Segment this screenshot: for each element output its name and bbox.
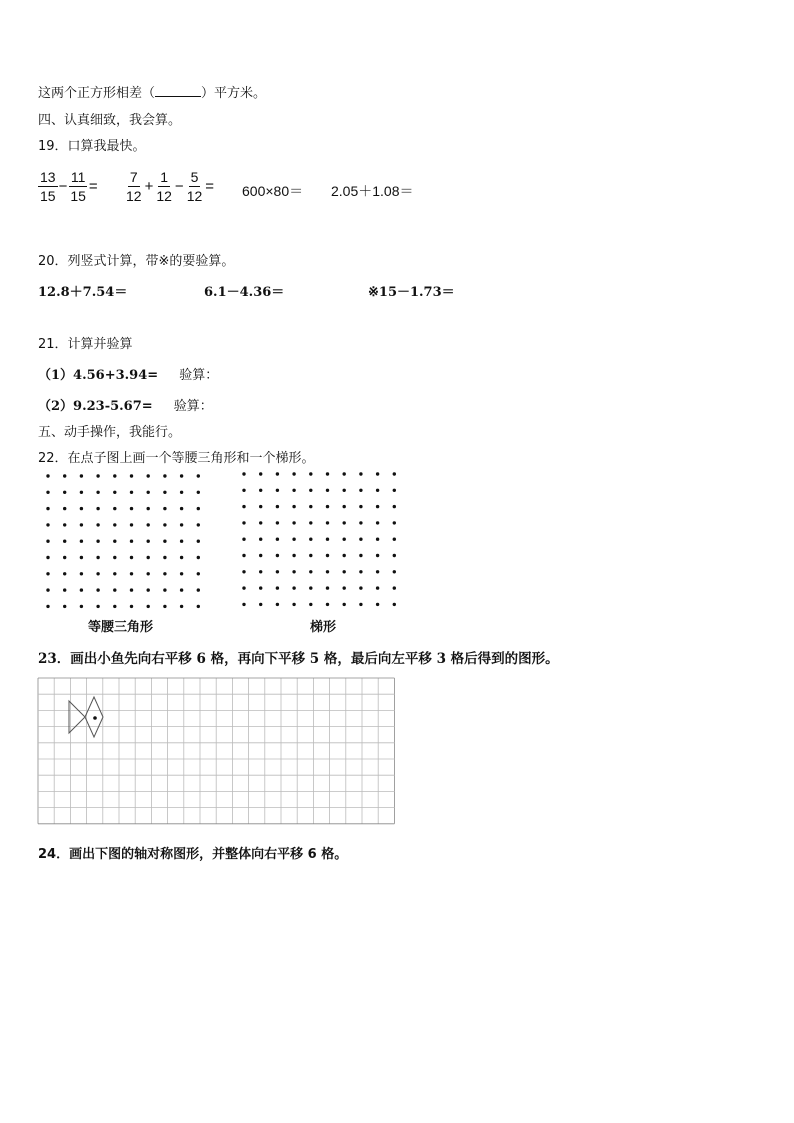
grid-dot [197,588,200,591]
grid-dot [113,507,116,510]
grid-dot [197,523,200,526]
fraction: $\frac{11}{15}$ [70,169,86,204]
question-24: 24．画出下图的轴对称图形，并整体向右平移 6 格。 [38,847,348,862]
fish-tail-shape [69,701,85,733]
grid-dot [46,588,49,591]
grid-dot [359,554,362,557]
grid-dot [309,603,312,606]
grid-dot [163,540,166,543]
grid-dot [147,605,150,608]
grid-dot [180,507,183,510]
grid-dot [242,603,245,606]
grid-dot [393,538,396,541]
grid-dot [197,540,200,543]
grid-dot [80,572,83,575]
grid-dot [393,554,396,557]
grid-dot [242,586,245,589]
previous-question-tail [38,82,266,101]
operator: + [144,178,154,195]
tail-text-before: 这两个正方形相差（ [38,86,156,101]
grid-dot [163,556,166,559]
grid-dot [80,540,83,543]
grid-dot [309,521,312,524]
caption-isosceles-triangle: 等腰三角形 [88,620,154,635]
grid-dot [96,588,99,591]
grid-dot [259,603,262,606]
grid-dot [242,472,245,475]
grid-dot [130,588,133,591]
grid-dot [242,554,245,557]
grid-dot [96,507,99,510]
grid-dot [130,523,133,526]
grid-dot [147,556,150,559]
q21-1-expression: （1）4.56+3.94= [38,368,159,383]
grid-dot [276,570,279,573]
grid-dot [46,540,49,543]
grid-dot [359,570,362,573]
grid-dot [276,505,279,508]
grid-dot [393,472,396,475]
grid-dot [80,556,83,559]
question-21: 21．计算并验算 [38,337,133,352]
grid-dot [63,491,66,494]
q21-1-check-label: 验算： [179,368,219,383]
fish-eye [93,716,97,720]
grid-dot [276,538,279,541]
oral-expr-2 [124,170,215,203]
grid-dot [393,570,396,573]
grid-dot [197,507,200,510]
grid-dot [80,605,83,608]
grid-dot [147,523,150,526]
grid-dot [130,474,133,477]
grid-dot [46,507,49,510]
grid-dot [130,507,133,510]
grid-dot [393,505,396,508]
oral-expr-4: 2.05＋1.08＝ [331,183,414,199]
caption-trapezoid: 梯形 [310,620,337,635]
grid-dot [343,603,346,606]
grid-dot [80,474,83,477]
grid-dot [180,605,183,608]
grid-dot [309,570,312,573]
grid-dot [197,491,200,494]
grid-dot [259,472,262,475]
grid-dot [130,491,133,494]
question-23: 23．画出小鱼先向右平移 6 格，再向下平移 5 格，最后向左平移 3 格后得到的图形。 [38,651,559,667]
grid-dot [46,491,49,494]
grid-dot [180,491,183,494]
grid-dot [326,603,329,606]
grid-dot [63,540,66,543]
tail-text-after: ）平方米。 [201,86,267,101]
fraction: $\frac{5}{12}$ [186,169,203,204]
grid-dot [259,554,262,557]
grid-dot [242,538,245,541]
grid-dot [292,521,295,524]
grid-dot [326,538,329,541]
grid-dot [113,556,116,559]
grid-dot [292,603,295,606]
section-five-heading: 五、动手操作，我能行。 [38,425,182,440]
grid-dot [180,474,183,477]
grid-dot [343,472,346,475]
grid-dot [359,603,362,606]
grid-dot [147,540,150,543]
grid-dot [63,605,66,608]
grid-dot [163,572,166,575]
grid-dot [376,554,379,557]
grid-dot [259,586,262,589]
grid-dot [343,554,346,557]
grid-dot [147,572,150,575]
dot-grid-left [40,468,210,618]
grid-dot [113,523,116,526]
grid-dot [376,570,379,573]
oral-expr-1 [38,170,99,203]
grid-dot [163,474,166,477]
grid-dot [292,472,295,475]
grid-dot [80,491,83,494]
grid-dot [359,521,362,524]
grid-dot [80,523,83,526]
grid-dot [113,572,116,575]
grid-dot [359,505,362,508]
operator: − [58,178,68,195]
grid-dot [309,586,312,589]
question-22: 22．在点子图上画一个等腰三角形和一个梯形。 [38,451,315,466]
grid-dot [147,474,150,477]
grid-dot [376,586,379,589]
q21-2-expression: （2）9.23-5.67= [38,399,153,414]
grid-dot [376,521,379,524]
grid-dot [80,507,83,510]
grid-dot [163,605,166,608]
grid-dot [147,507,150,510]
grid-dot [180,588,183,591]
grid-dot [393,586,396,589]
grid-dot [180,540,183,543]
grid-dot [46,572,49,575]
oral-expr-3: 600×80＝ [242,183,304,199]
grid-dot [242,505,245,508]
grid-dot [343,570,346,573]
grid-dot [359,586,362,589]
grid-dot [259,570,262,573]
grid-dot [63,507,66,510]
q21-2-check-label: 验算： [173,399,213,414]
grid-dot [309,505,312,508]
grid-dot [343,489,346,492]
grid-dot [46,556,49,559]
grid-dot [63,588,66,591]
grid-dot [180,572,183,575]
grid-dot [96,540,99,543]
grid-dot [292,554,295,557]
grid-dot [276,603,279,606]
grid-dot [242,521,245,524]
grid-dot [96,474,99,477]
grid-dot [113,605,116,608]
grid-dot [276,521,279,524]
grid-dot [326,472,329,475]
equals: = [205,178,215,195]
operator: − [174,178,184,195]
grid-dot [376,538,379,541]
grid-dot [130,540,133,543]
grid-dot [130,572,133,575]
grid-dot [309,554,312,557]
grid-dot [276,472,279,475]
grid-dot [292,489,295,492]
grid-dot [197,605,200,608]
dot-grid-right [236,466,406,616]
grid-dot [343,521,346,524]
grid-dot [197,556,200,559]
grid-dot [96,572,99,575]
grid-dot [113,491,116,494]
grid-dot [63,523,66,526]
grid-dot [376,472,379,475]
fraction: $\frac{13}{15}$ [40,169,56,204]
grid-dot [376,505,379,508]
grid-dot [359,472,362,475]
grid-dot [63,572,66,575]
grid-dot [113,540,116,543]
vertical-calc-b: 6.1－4.36＝ [204,285,285,300]
grid-dot [343,505,346,508]
grid-dot [309,489,312,492]
vertical-calc-c: ※15－1.73＝ [368,285,455,300]
grid-dot [96,523,99,526]
grid-dot [292,586,295,589]
square-grid [37,677,399,827]
grid-dot [276,586,279,589]
grid-dot [242,489,245,492]
grid-dot [292,505,295,508]
vertical-calc-a: 12.8＋7.54＝ [38,285,128,300]
question-21-part-1 [38,364,218,383]
grid-dot [197,474,200,477]
grid-dot [147,588,150,591]
grid-dot [163,491,166,494]
section-four-heading: 四、认真细致，我会算。 [38,113,182,128]
question-21-part-2 [38,395,213,414]
grid-dot [113,588,116,591]
grid-dot [63,556,66,559]
grid-dot [393,489,396,492]
grid-dot [180,523,183,526]
grid-dot [309,538,312,541]
grid-dot [63,474,66,477]
grid-dot [242,570,245,573]
fraction: $\frac{7}{12}$ [126,169,142,204]
grid-dot [326,505,329,508]
grid-dot [96,556,99,559]
grid-dot [163,507,166,510]
question-19: 19．口算我最快。 [38,139,146,154]
grid-dot [163,523,166,526]
grid-dot [292,538,295,541]
grid-dot [343,538,346,541]
grid-lines [38,678,394,824]
grid-dot [376,603,379,606]
grid-dot [276,489,279,492]
grid-dot [46,605,49,608]
grid-dot [326,586,329,589]
grid-dot [326,489,329,492]
grid-dot [130,605,133,608]
grid-dot [376,489,379,492]
grid-dot [147,491,150,494]
grid-dot [259,489,262,492]
grid-dot [46,474,49,477]
grid-dot [292,570,295,573]
grid-dot [276,554,279,557]
grid-dot [80,588,83,591]
grid-dot [343,586,346,589]
grid-dot [46,523,49,526]
grid-dot [326,554,329,557]
grid-dot [359,489,362,492]
question-20: 20．列竖式计算，带※的要验算。 [38,254,235,269]
grid-dot [393,603,396,606]
equals: = [88,178,98,195]
grid-dot [259,505,262,508]
grid-dot [197,572,200,575]
grid-dot [309,472,312,475]
grid-dot [326,521,329,524]
answer-blank [155,84,201,97]
grid-dot [180,556,183,559]
grid-dot [259,538,262,541]
grid-dot [163,588,166,591]
grid-dot [259,521,262,524]
grid-dot [393,521,396,524]
grid-dot [96,491,99,494]
grid-dot [130,556,133,559]
grid-dot [326,570,329,573]
grid-dot [96,605,99,608]
grid-dot [113,474,116,477]
grid-dot [359,538,362,541]
fraction: $\frac{1}{12}$ [156,169,172,204]
